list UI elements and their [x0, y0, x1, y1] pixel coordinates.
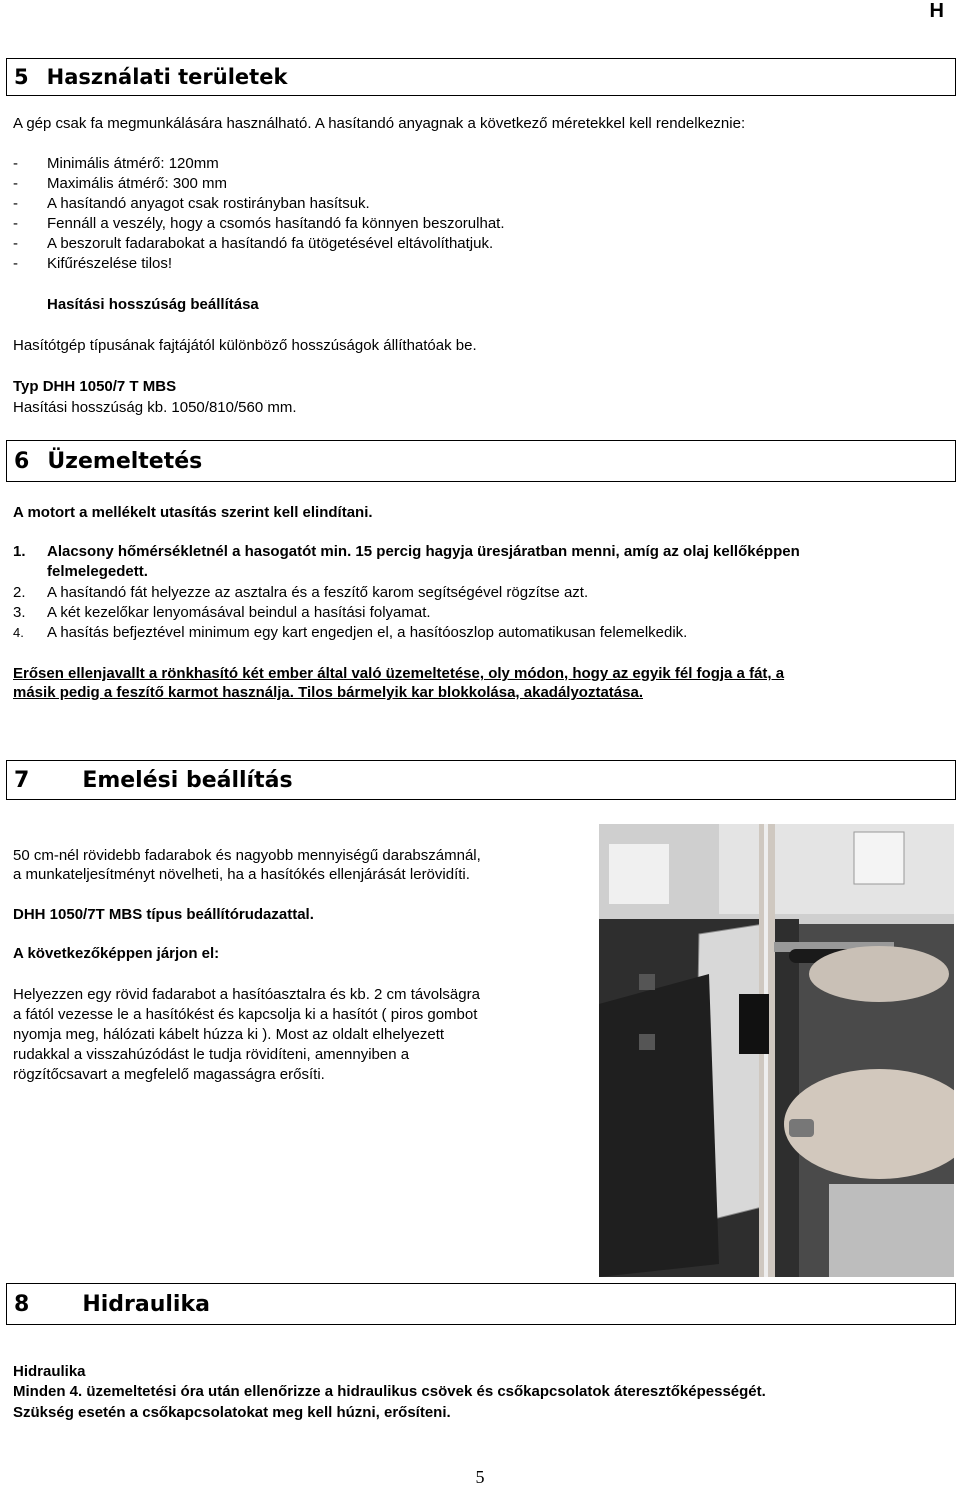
photo-illustration: [599, 824, 954, 1277]
procedure-line: Helyezzen egy rövid fadarabot a hasítóasztalra és kb. 2 cm távolsägra: [13, 986, 480, 1003]
language-marker: H: [929, 0, 944, 22]
procedure-heading: A következőképpen járjon el:: [13, 945, 220, 962]
adjustment-rod-model-line: DHH 1050/7T MBS típus beállítórudazattal.: [13, 906, 314, 923]
section-5-intro: A gép csak fa megmunkálására használható. A hasítandó anyagnak a következő méretekkel kell rendelkeznie:: [13, 115, 746, 132]
list-item: - Kifűrészelése tilos!: [13, 255, 173, 272]
section-7-heading-box: [6, 760, 956, 800]
safety-warning-line-1: Erősen ellenjavallt a rönkhasító két ember által való üzemeltetése, oly módon, hogy az egyik fél fogja a fát, a: [13, 665, 785, 682]
splitting-length-subheading: Hasítási hosszúság beállítása: [47, 296, 259, 313]
splitting-length-paragraph: Hasítótgép típusának fajtájától különböző hosszúságok állíthatóak be.: [13, 337, 477, 354]
list-item: - Fennáll a veszély, hogy a csomós hasítandó fa könnyen beszorulhat.: [13, 215, 505, 232]
list-item: - Maximális átmérő: 300 mm: [13, 175, 228, 192]
hydraulics-instruction: Minden 4. üzemeltetési óra után ellenőrizze a hidraulikus csövek és csőkapcsolatok áteresztőképességét.: [13, 1383, 766, 1400]
section-6-title: Üzemeltetés: [47, 448, 203, 474]
lift-adjustment-photo: [599, 824, 954, 1277]
section-8-number: 8: [14, 1291, 30, 1317]
section-5-heading-box: [6, 58, 956, 96]
section-5-title: Használati területek: [46, 65, 288, 89]
section-7-title: Emelési beállítás: [82, 767, 293, 793]
procedure-line: rögzítőcsavart a megfelelő magasságra erősíti.: [13, 1066, 325, 1083]
safety-warning-line-2: másik pedig a feszítő karmot használja. Tilos bármelyik kar blokkolása, akadályoztatása.: [13, 684, 643, 701]
page-number: 5: [475, 1467, 485, 1487]
motor-start-note: A motort a mellékelt utasítás szerint kell elindítani.: [13, 504, 373, 521]
procedure-line: rudakkal a visszahúzódást le tudja rövidíteni, amennyiben a: [13, 1046, 410, 1063]
list-item: 3. A két kezelőkar lenyomásával beindul a hasítási folyamat.: [13, 604, 431, 621]
section-8-title: Hidraulika: [82, 1291, 210, 1317]
lift-setting-paragraph-line: 50 cm-nél rövidebb fadarabok és nagyobb mennyiségű darabszámnál,: [13, 847, 481, 864]
section-6-number: 6: [14, 448, 30, 474]
lift-setting-paragraph-line: a munkateljesítményt növelheti, ha a hasítókés ellenjárását lerövidíti.: [13, 866, 470, 883]
hydraulics-subheading: Hidraulika: [13, 1363, 86, 1380]
procedure-line: a fától vezesse le a hasítókést és kapcsolja ki a hasítót ( piros gombot: [13, 1006, 478, 1023]
list-item: 1. Alacsony hőmérsékletnél a hasogatót min. 15 percig hagyja üresjáratban menni, amíg az olaj kellőképpen: [13, 543, 800, 560]
procedure-line: nyomja meg, hálózati kábelt húzza ki ). Most az oldalt elhelyezett: [13, 1026, 445, 1043]
splitting-length-values: Hasítási hosszúság kb. 1050/810/560 mm.: [13, 399, 297, 416]
section-7-number: 7: [14, 767, 30, 793]
list-item: 4. A hasítás befjeztével minimum egy kart engedjen el, a hasítóoszlop automatikusan felemelkedik.: [13, 624, 688, 641]
section-6-heading-box: [6, 440, 956, 482]
section-5-number: 5: [14, 65, 29, 89]
section-8-heading-box: [6, 1283, 956, 1325]
list-item: 2. A hasítandó fát helyezze az asztalra és a feszítő karom segítségével rögzítse azt.: [13, 584, 589, 601]
model-type-line: Typ DHH 1050/7 T MBS: [13, 378, 177, 395]
list-item: - A beszorult fadarabokat a hasítandó fa ütögetésével eltávolíthatjuk.: [13, 235, 494, 252]
list-item: - Minimális átmérő: 120mm: [13, 155, 219, 172]
hydraulics-instruction: Szükség esetén a csőkapcsolatokat meg kell húzni, erősíteni.: [13, 1404, 451, 1421]
list-item-continuation: felmelegedett.: [47, 563, 148, 580]
list-item: - A hasítandó anyagot csak rostirányban hasítsuk.: [13, 195, 370, 212]
